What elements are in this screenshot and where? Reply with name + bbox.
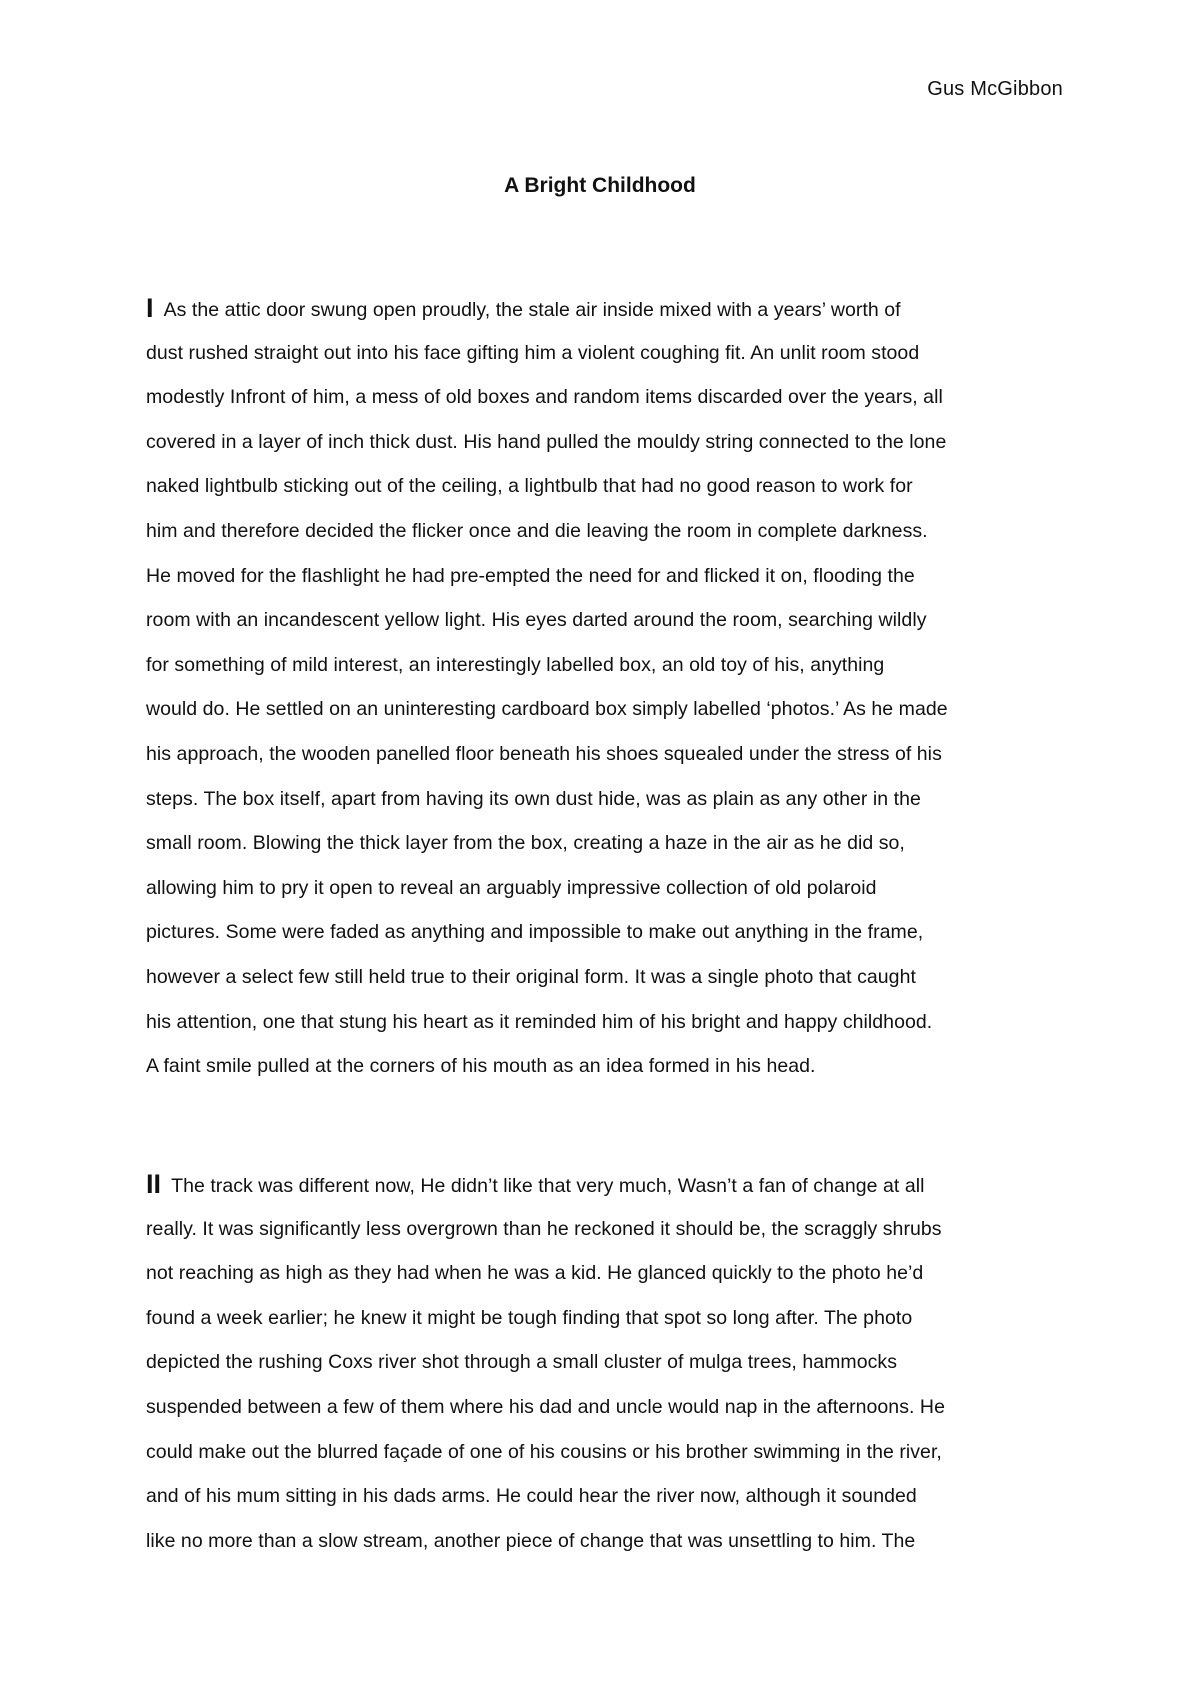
- paragraph-line: him and therefore decided the flicker once and die leaving the room in complete darkness.: [146, 519, 928, 542]
- paragraph-line: his attention, one that stung his heart as it reminded him of his bright and happy childhood.: [146, 1010, 933, 1033]
- paragraph-line: could make out the blurred façade of one of his cousins or his brother swimming in the river,: [146, 1440, 942, 1463]
- paragraph-line: II The track was different now, He didn’t like that very much, Wasn’t a fan of change at all: [146, 1169, 925, 1199]
- paragraph-line: room with an incandescent yellow light. His eyes darted around the room, searching wildly: [146, 609, 927, 632]
- section-numeral: II: [146, 1169, 162, 1199]
- paragraph-line: A faint smile pulled at the corners of his mouth as an idea formed in his head.: [146, 1055, 816, 1078]
- paragraph-line: modestly Infront of him, a mess of old boxes and random items discarded over the years, all: [146, 386, 943, 409]
- paragraph-line: dust rushed straight out into his face gifting him a violent coughing fit. An unlit room stood: [146, 341, 920, 364]
- paragraph-line: found a week earlier; he knew it might be tough finding that spot so long after. The photo: [146, 1306, 913, 1329]
- paragraph-line: however a select few still held true to their original form. It was a single photo that caught: [146, 965, 916, 988]
- paragraph-line: pictures. Some were faded as anything and impossible to make out anything in the frame,: [146, 921, 924, 944]
- section-numeral: I: [146, 293, 154, 323]
- paragraph-line: suspended between a few of them where his dad and uncle would nap in the afternoons. He: [146, 1395, 945, 1418]
- document-title: A Bright Childhood: [504, 174, 696, 197]
- paragraph-line: small room. Blowing the thick layer from the box, creating a haze in the air as he did so,: [146, 832, 905, 855]
- paragraph-line: steps. The box itself, apart from having its own dust hide, was as plain as any other in the: [146, 787, 921, 810]
- paragraph-line: like no more than a slow stream, another piece of change that was unsettling to him. The: [146, 1529, 916, 1552]
- paragraph-line: allowing him to pry it open to reveal an arguably impressive collection of old polaroid: [146, 876, 877, 899]
- paragraph-line: covered in a layer of inch thick dust. His hand pulled the mouldy string connected to the lone: [146, 430, 947, 453]
- paragraph-line: really. It was significantly less overgrown than he reckoned it should be, the scraggly shrubs: [146, 1217, 942, 1240]
- author-name: Gus McGibbon: [927, 78, 1063, 100]
- paragraph-line: depicted the rushing Coxs river shot through a small cluster of mulga trees, hammocks: [146, 1351, 897, 1374]
- paragraph-line: his approach, the wooden panelled floor beneath his shoes squealed under the stress of his: [146, 742, 942, 765]
- section-one: [146, 286, 1064, 1089]
- section-two: [146, 1162, 1064, 1563]
- paragraph-line: not reaching as high as they had when he was a kid. He glanced quickly to the photo he’d: [146, 1262, 924, 1285]
- paragraph-line: would do. He settled on an uninteresting cardboard box simply labelled ‘photos.’ As he made: [146, 698, 948, 721]
- paragraph-line: for something of mild interest, an interestingly labelled box, an old toy of his, anything: [146, 653, 885, 676]
- paragraph-line: and of his mum sitting in his dads arms. He could hear the river now, although it sounded: [146, 1485, 917, 1508]
- paragraph-line: naked lightbulb sticking out of the ceiling, a lightbulb that had no good reason to work for: [146, 475, 913, 498]
- paragraph-line: He moved for the flashlight he had pre-empted the need for and flicked it on, flooding the: [146, 564, 915, 587]
- paragraph-line: I As the attic door swung open proudly, the stale air inside mixed with a years’ worth of: [146, 293, 901, 323]
